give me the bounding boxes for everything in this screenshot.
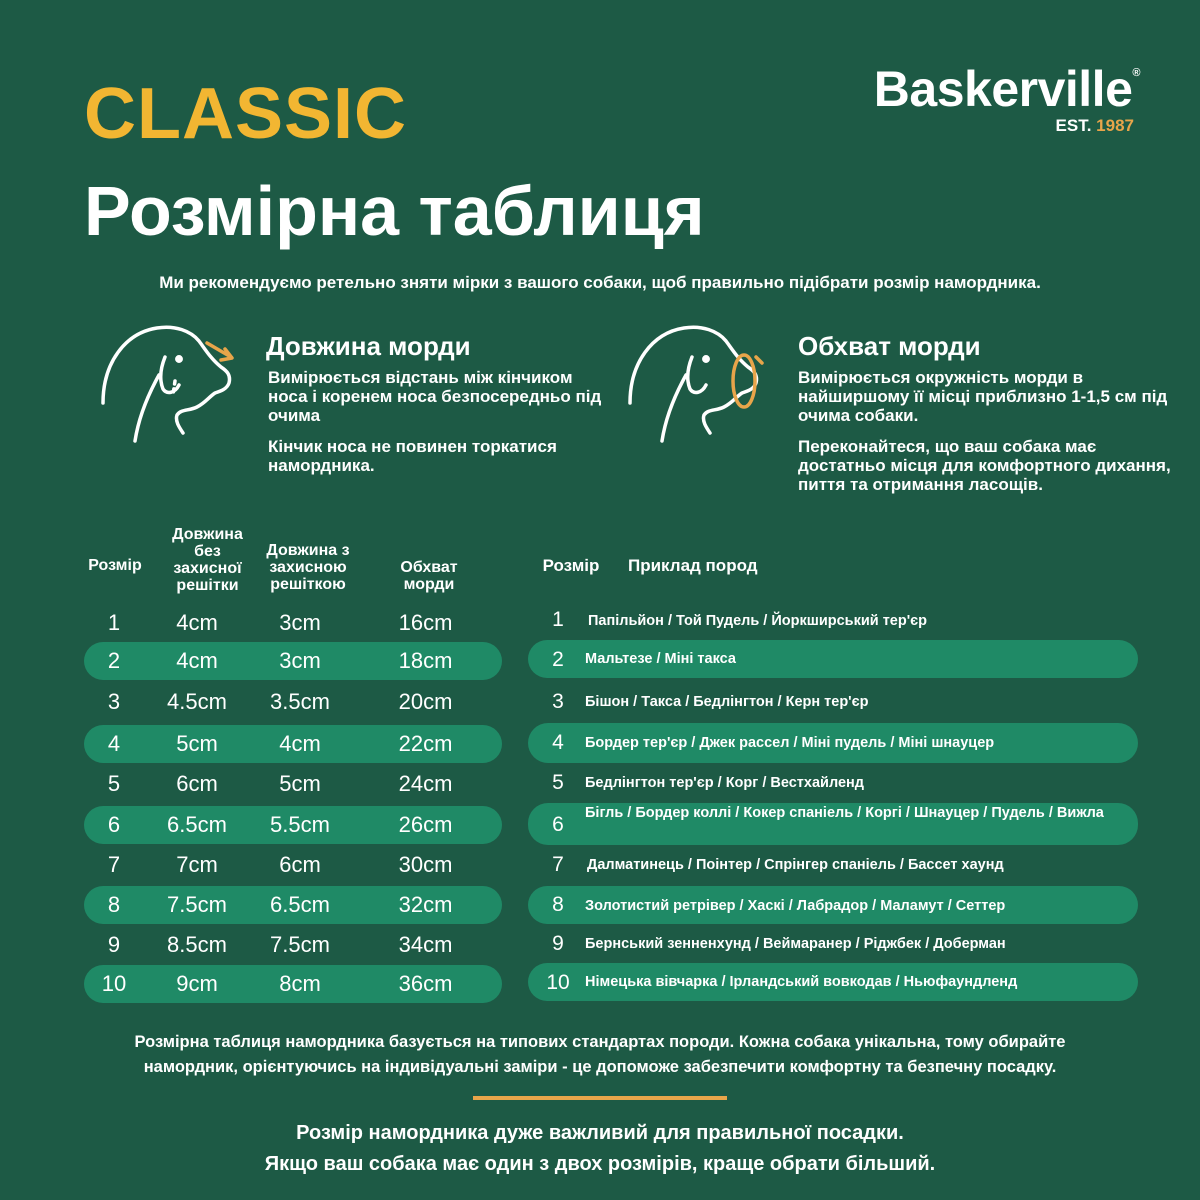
girth-cell: 32cm (398, 892, 453, 917)
disclaimer-note (0, 1030, 1200, 1080)
breed-size: 7 (552, 853, 564, 876)
length-with-cell: 5.5cm (270, 812, 330, 837)
brand-name: Baskerville® (873, 61, 1140, 117)
length-with-cell: 5cm (279, 771, 321, 796)
length-with-cell: 3cm (279, 648, 321, 673)
length-with-header: Довжина з захисною решіткою (266, 542, 350, 593)
length-text-1: Вимірюється відстань між кінчиком носа і коренем носа безпосередньо під очима (268, 368, 602, 425)
dog-head-length-icon (95, 323, 255, 443)
size-column-header: Розмір (88, 557, 142, 574)
breed-examples: Бордер тер'єр / Джек рассел / Міні пудель / Міні шнауцер (585, 735, 995, 751)
important-line-1: Розмір намордника дуже важливий для правильної посадки. (296, 1122, 904, 1144)
girth-text-2: Переконайтеся, що ваш собака має достатньо місця для комфортного дихання, пиття та отримання ласощів. (798, 437, 1171, 494)
girth-cell: 24cm (398, 771, 453, 796)
disclaimer-line-2: намордник, орієнтуючись на індивідуальні заміри - це допоможе забезпечити комфортну та безпечну посадку. (143, 1058, 1057, 1076)
length-text-2: Кінчик носа не повинен торкатися намордника. (268, 437, 557, 475)
size-cell: 5 (107, 771, 121, 796)
length-with-cell: 6cm (279, 852, 321, 877)
girth-cell: 22cm (398, 731, 453, 756)
size-cell: 6 (107, 812, 121, 837)
length-with-cell: 6.5cm (270, 892, 330, 917)
important-note (0, 1118, 1200, 1180)
length-without-cell: 8.5cm (167, 932, 227, 957)
size-cell: 3 (107, 689, 121, 714)
breed-size: 5 (552, 771, 564, 794)
length-without-cell: 6cm (176, 771, 218, 796)
size-cell: 4 (107, 731, 121, 756)
divider (473, 1096, 727, 1100)
length-without-cell: 9cm (176, 971, 218, 996)
brand-established: EST. 1987 (1055, 116, 1134, 135)
length-without-header: Довжина без захисної решітки (172, 526, 243, 594)
girth-cell: 18cm (398, 648, 453, 673)
breed-size: 4 (552, 731, 564, 754)
length-with-cell: 8cm (279, 971, 321, 996)
product-name: CLASSIC (84, 74, 408, 154)
brand-logo (850, 61, 1140, 136)
breed-size: 10 (546, 971, 570, 994)
girth-cell: 34cm (398, 932, 453, 957)
length-without-cell: 4cm (176, 610, 218, 635)
disclaimer-line-1: Розмірна таблиця намордника базується на типових стандартах породи. Кожна собака унікальна, тому обирайте (134, 1033, 1066, 1051)
breed-examples: Бішон / Такса / Бедлінгтон / Керн тер'єр (585, 694, 869, 710)
girth-text-1: Вимірюється окружність морди в найширшому її місці приблизно 1-1,5 см під очима собаки. (798, 368, 1168, 425)
breed-size: 8 (552, 893, 564, 916)
breed-size-header: Розмір (542, 556, 600, 575)
breed-size: 3 (552, 690, 564, 713)
length-without-cell: 7.5cm (167, 892, 227, 917)
length-description (268, 368, 608, 487)
breed-size: 1 (552, 608, 564, 631)
size-cell: 9 (107, 932, 121, 957)
breed-size: 2 (552, 648, 564, 671)
girth-header: Обхват морди (400, 559, 458, 593)
length-with-cell: 4cm (279, 731, 321, 756)
breed-examples: Далматинець / Поінтер / Спрінгер спаніель / Бассет хаунд (587, 857, 1004, 873)
breed-size: 9 (552, 932, 564, 955)
girth-cell: 26cm (398, 812, 453, 837)
intro-text: Ми рекомендуємо ретельно зняти мірки з вашого собаки, щоб правильно підібрати розмір намордника. (159, 273, 1041, 292)
length-with-cell: 3.5cm (270, 689, 330, 714)
length-without-cell: 7cm (176, 852, 218, 877)
girth-cell: 30cm (398, 852, 453, 877)
length-without-cell: 4cm (176, 648, 218, 673)
size-cell: 1 (107, 610, 121, 635)
size-cell: 2 (107, 648, 121, 673)
size-cell: 7 (107, 852, 121, 877)
breed-examples: Мальтезе / Міні такса (585, 651, 736, 667)
important-line-2: Якщо ваш собака має один з двох розмірів, краще обрати більший. (264, 1153, 936, 1175)
breed-examples: Папільйон / Той Пудель / Йоркширський тер'єр (588, 613, 928, 629)
breed-examples: Золотистий ретрівер / Хаскі / Лабрадор / Маламут / Сеттер (585, 898, 1006, 914)
length-without-cell: 5cm (176, 731, 218, 756)
breed-examples: Бернський зенненхунд / Веймаранер / Ріджбек / Доберман (585, 936, 1006, 952)
breeds-header: Приклад пород (628, 556, 758, 575)
breed-examples: Німецька вівчарка / Ірландський вовкодав / Ньюфаундленд (585, 974, 1018, 990)
breed-examples: Бігль / Бордер коллі / Кокер спаніель / Коргі / Шнауцер / Пудель / Вижла (585, 805, 1104, 821)
page-title: Розмірна таблиця (84, 172, 705, 250)
dog-head-girth-icon (622, 323, 782, 443)
length-without-cell: 4.5cm (167, 689, 227, 714)
length-with-cell: 3cm (279, 610, 321, 635)
length-title: Довжина морди (266, 331, 471, 361)
breed-size: 6 (552, 813, 564, 836)
girth-description (798, 368, 1188, 506)
girth-cell: 20cm (398, 689, 453, 714)
girth-cell: 36cm (398, 971, 453, 996)
length-without-cell: 6.5cm (167, 812, 227, 837)
length-with-cell: 7.5cm (270, 932, 330, 957)
size-cell: 10 (101, 971, 127, 996)
breed-examples: Бедлінгтон тер'єр / Корг / Вестхайленд (585, 775, 864, 791)
girth-title: Обхват морди (798, 331, 981, 361)
girth-cell: 16cm (398, 610, 453, 635)
size-cell: 8 (107, 892, 121, 917)
